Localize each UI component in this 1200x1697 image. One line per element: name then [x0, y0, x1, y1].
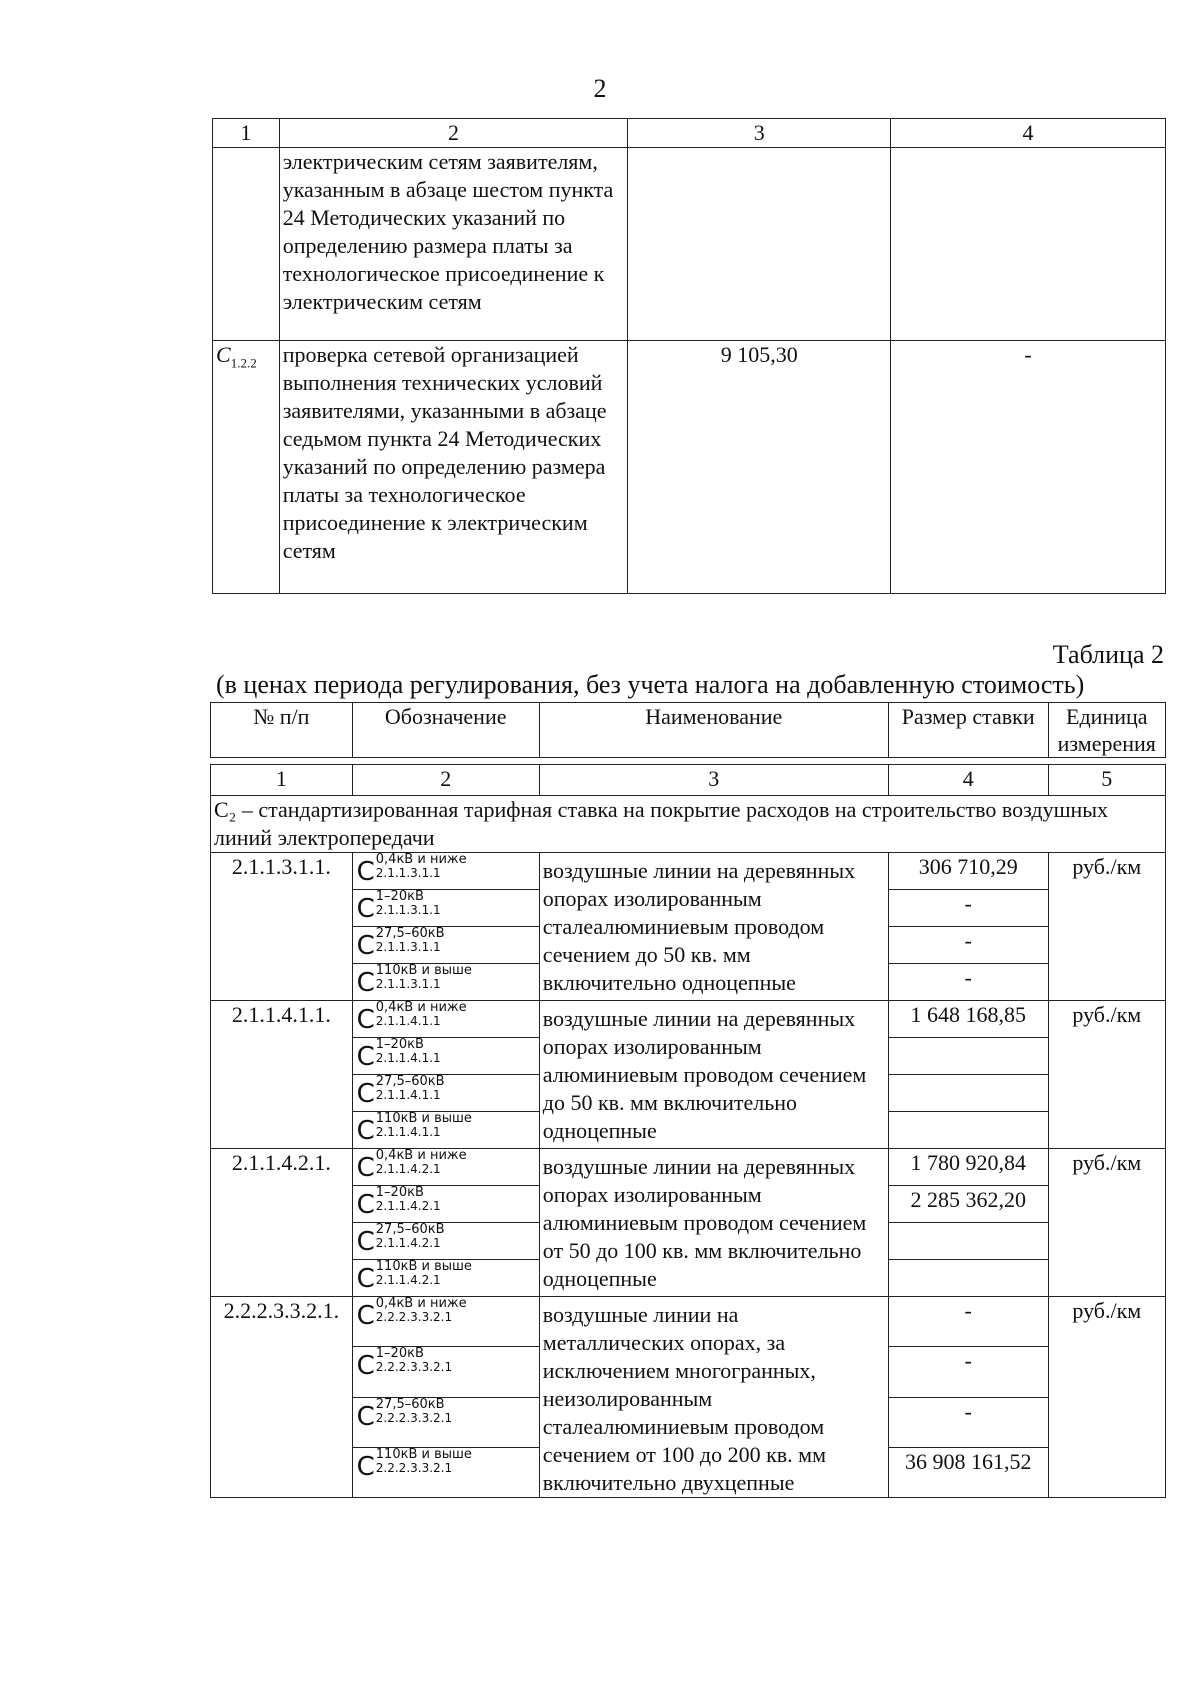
- rate-value: 306 710,29: [888, 853, 1048, 890]
- table1-row: [213, 148, 1166, 341]
- table2-header-row: [211, 703, 1166, 758]
- rate-symbol-base: C: [356, 1451, 375, 1482]
- rate-value: -: [888, 1297, 1048, 1347]
- rate-symbol-voltage: 1–20кВ: [375, 1346, 424, 1362]
- rate-symbol-voltage: 27,5–60кВ: [375, 1222, 445, 1237]
- header-rate: Размер ставки: [888, 703, 1048, 758]
- rate-symbol-index: 2.1.1.4.2.1: [375, 1273, 441, 1287]
- rate-symbol-formula: [357, 1347, 453, 1381]
- rate-value: 2 285 362,20: [888, 1186, 1048, 1223]
- rate-symbol-base: C: [356, 894, 375, 924]
- rate-symbol-voltage: 0,4кВ и ниже: [375, 1148, 467, 1163]
- rate-row: [211, 853, 1166, 890]
- rate-symbol-index: 2.1.1.3.1.1: [375, 940, 441, 954]
- rate-value: 36 908 161,52: [888, 1447, 1048, 1497]
- rate-symbol-voltage: 27,5–60кВ: [375, 1074, 445, 1089]
- rate-symbol-index: 2.2.2.3.3.2.1: [375, 1310, 453, 1324]
- header-no: № п/п: [211, 703, 353, 758]
- group-number: 2.1.1.4.1.1.: [211, 1001, 353, 1149]
- rate-symbol-index: 2.1.1.4.1.1: [375, 1014, 441, 1028]
- rate-symbol-voltage: 110кВ и выше: [375, 963, 472, 978]
- rate-value: [888, 1260, 1048, 1297]
- rate-symbol-formula: [357, 1149, 467, 1183]
- unit: руб./км: [1048, 1297, 1165, 1498]
- rate-symbol-voltage: 1–20кВ: [375, 889, 424, 904]
- rate-symbol: [352, 853, 539, 890]
- rate-symbol-formula: [357, 927, 445, 961]
- rate-symbol-index: 2.1.1.3.1.1: [375, 903, 441, 917]
- rate-symbol: [352, 1260, 539, 1297]
- section-title: C₂ – стандартизированная тарифная ставка на покрытие расходов на строительство воздушных линий электропередачи: [211, 796, 1166, 853]
- rate-symbol: [352, 1186, 539, 1223]
- rate-symbol-voltage: 0,4кВ и ниже: [375, 1000, 467, 1015]
- group-name: воздушные линии на деревянных опорах изолированным алюминиевым проводом сечением до 50 кв. мм включительно одноцепные: [539, 1001, 888, 1149]
- rate-symbol-formula: [357, 1260, 472, 1294]
- table1-row1-extra: [891, 148, 1166, 341]
- group-number: 2.1.1.3.1.1.: [211, 853, 353, 1001]
- rate-symbol-base: C: [356, 1153, 375, 1183]
- rate-symbol-base: C: [356, 857, 375, 887]
- unit: руб./км: [1048, 1149, 1165, 1297]
- rate-symbol: [352, 1347, 539, 1397]
- rate-value: [888, 1075, 1048, 1112]
- rate-symbol-base: C: [356, 931, 375, 961]
- rate-symbol-base: C: [356, 1005, 375, 1035]
- rate-symbol: [352, 964, 539, 1001]
- rate-symbol-formula: [357, 1297, 467, 1331]
- rate-symbol-formula: [357, 1001, 467, 1035]
- rate-symbol: [352, 1397, 539, 1447]
- rate-symbol-voltage: 110кВ и выше: [375, 1111, 472, 1126]
- table1-row2-text: проверка сетевой организацией выполнения технических условий заявителями, указанными в абзаце седьмом пункта 24 Методических указаний по определению размера платы за технологическое присоединение к электрическим сетям: [279, 341, 628, 594]
- rate-symbol-base: C: [356, 1227, 375, 1257]
- table1-col2-header: 2: [279, 119, 628, 148]
- table1-row2-value: 9 105,30: [628, 341, 891, 594]
- col-number-2: 2: [352, 765, 539, 796]
- rate-symbol: [352, 1149, 539, 1186]
- rate-symbol-index: 2.1.1.4.2.1: [375, 1236, 441, 1250]
- page-number: 2: [593, 74, 607, 103]
- rate-symbol: [352, 1001, 539, 1038]
- rate-value: [888, 1038, 1048, 1075]
- rate-symbol-index: 2.2.2.3.3.2.1: [375, 1410, 453, 1425]
- table2-note: (в ценах периода регулирования, без учета налога на добавленную стоимость): [216, 670, 1085, 699]
- rate-symbol-formula: [357, 1112, 472, 1146]
- unit: руб./км: [1048, 1001, 1165, 1149]
- rate-symbol-index: 2.1.1.4.1.1: [375, 1125, 441, 1139]
- rate-symbol-voltage: 110кВ и выше: [375, 1259, 472, 1274]
- rate-value: -: [888, 1347, 1048, 1397]
- header-unit: Единица измерения: [1048, 703, 1165, 758]
- rate-symbol-base: C: [356, 968, 375, 998]
- rate-symbol-voltage: 27,5–60кВ: [375, 926, 445, 941]
- rate-symbol-index: 2.2.2.3.3.2.1: [375, 1360, 453, 1375]
- rate-symbol-formula: [357, 1075, 445, 1109]
- rate-value: -: [888, 964, 1048, 1001]
- rate-value: 1 648 168,85: [888, 1001, 1048, 1038]
- rate-symbol-voltage: 1–20кВ: [375, 1185, 424, 1200]
- header-designation: Обозначение: [352, 703, 539, 758]
- table1-row2-extra: -: [891, 341, 1166, 594]
- rate-symbol-base: C: [356, 1401, 375, 1432]
- group-name: воздушные линии на деревянных опорах изолированным алюминиевым проводом сечением от 50 до 100 кв. мм включительно одноцепные: [539, 1149, 888, 1297]
- rate-value: -: [888, 1397, 1048, 1447]
- rate-value: -: [888, 890, 1048, 927]
- rate-symbol: [352, 1297, 539, 1347]
- col-number-5: 5: [1048, 765, 1165, 796]
- group-name: воздушные линии на металлических опорах, за исключением многогранных, неизолированным сталеалюминиевым проводом сечением от 100 до 200 кв. мм включительно двухцепные: [539, 1297, 888, 1498]
- rate-symbol: [352, 1038, 539, 1075]
- rate-symbol-index: 2.2.2.3.3.2.1: [375, 1460, 453, 1475]
- continuation-table: [212, 118, 1166, 594]
- column-number-row: [211, 765, 1166, 796]
- rate-symbol-formula: [357, 1186, 441, 1220]
- rate-row: [211, 1149, 1166, 1186]
- rate-symbol-index: 2.1.1.4.1.1: [375, 1088, 441, 1102]
- rate-symbol-formula: [357, 1038, 441, 1072]
- rate-symbol-index: 2.1.1.4.2.1: [375, 1162, 441, 1176]
- rate-symbol-formula: [357, 1223, 445, 1257]
- table2-caption: Таблица 2: [1052, 640, 1164, 669]
- rate-symbol-formula: [357, 1398, 453, 1432]
- rate-symbol-formula: [357, 853, 467, 887]
- table1-row1-text: электрическим сетям заявителям, указанным в абзаце шестом пункта 24 Методических указаний по определению размера платы за технологическое присоединение к электрическим сетям: [279, 148, 628, 341]
- rate-symbol: [352, 890, 539, 927]
- table1-col3-header: 3: [628, 119, 891, 148]
- rate-symbol-voltage: 0,4кВ и ниже: [375, 1296, 467, 1311]
- rate-symbol-voltage: 0,4кВ и ниже: [375, 852, 467, 867]
- table1-header-row: [213, 119, 1166, 148]
- rate-symbol-base: C: [356, 1351, 375, 1382]
- rate-symbol: [352, 1447, 539, 1497]
- rate-symbol-voltage: 27,5–60кВ: [375, 1396, 445, 1412]
- rate-symbol: [352, 1075, 539, 1112]
- table1-row1-value: [628, 148, 891, 341]
- header-name: Наименование: [539, 703, 888, 758]
- group-number: 2.2.2.3.3.2.1.: [211, 1297, 353, 1498]
- rate-symbol-base: C: [356, 1264, 375, 1294]
- rate-value: 1 780 920,84: [888, 1149, 1048, 1186]
- rate-symbol-base: C: [356, 1116, 375, 1146]
- rate-symbol-formula: [357, 964, 472, 998]
- rates-table: [210, 702, 1166, 1498]
- rate-symbol-base: C: [356, 1301, 375, 1331]
- rate-symbol: [352, 1223, 539, 1260]
- rate-symbol-voltage: 110кВ и выше: [375, 1446, 472, 1462]
- rate-value: [888, 1112, 1048, 1149]
- section-row: [211, 796, 1166, 853]
- rate-row: [211, 1001, 1166, 1038]
- rate-value: [888, 1223, 1048, 1260]
- table1-col1-header: 1: [213, 119, 280, 148]
- col-number-1: 1: [211, 765, 353, 796]
- rate-symbol-index: 2.1.1.4.2.1: [375, 1199, 441, 1213]
- rate-symbol: [352, 1112, 539, 1149]
- rate-symbol-formula: [357, 890, 441, 924]
- group-name: воздушные линии на деревянных опорах изолированным сталеалюминиевым проводом сечением до 50 кв. мм включительно одноцепные: [539, 853, 888, 1001]
- col-number-4: 4: [888, 765, 1048, 796]
- col-number-3: 3: [539, 765, 888, 796]
- rate-symbol-base: C: [356, 1190, 375, 1220]
- rate-symbol: [352, 927, 539, 964]
- rate-symbol-base: C: [356, 1079, 375, 1109]
- rate-row: [211, 1297, 1166, 1347]
- header-gap: [211, 758, 1166, 765]
- table1-row: [213, 341, 1166, 594]
- rate-symbol-index: 2.1.1.4.1.1: [375, 1051, 441, 1065]
- table1-col4-header: 4: [891, 119, 1166, 148]
- unit: руб./км: [1048, 853, 1165, 1001]
- rate-symbol-index: 2.1.1.3.1.1: [375, 977, 441, 991]
- rate-symbol-voltage: 1–20кВ: [375, 1037, 424, 1052]
- rate-symbol-formula: [357, 1448, 472, 1482]
- rate-value: -: [888, 927, 1048, 964]
- rate-symbol-base: C: [356, 1042, 375, 1072]
- group-number: 2.1.1.4.2.1.: [211, 1149, 353, 1297]
- table1-row2-code: $C_{1.2.2}$: [213, 341, 280, 594]
- rate-symbol-index: 2.1.1.3.1.1: [375, 866, 441, 880]
